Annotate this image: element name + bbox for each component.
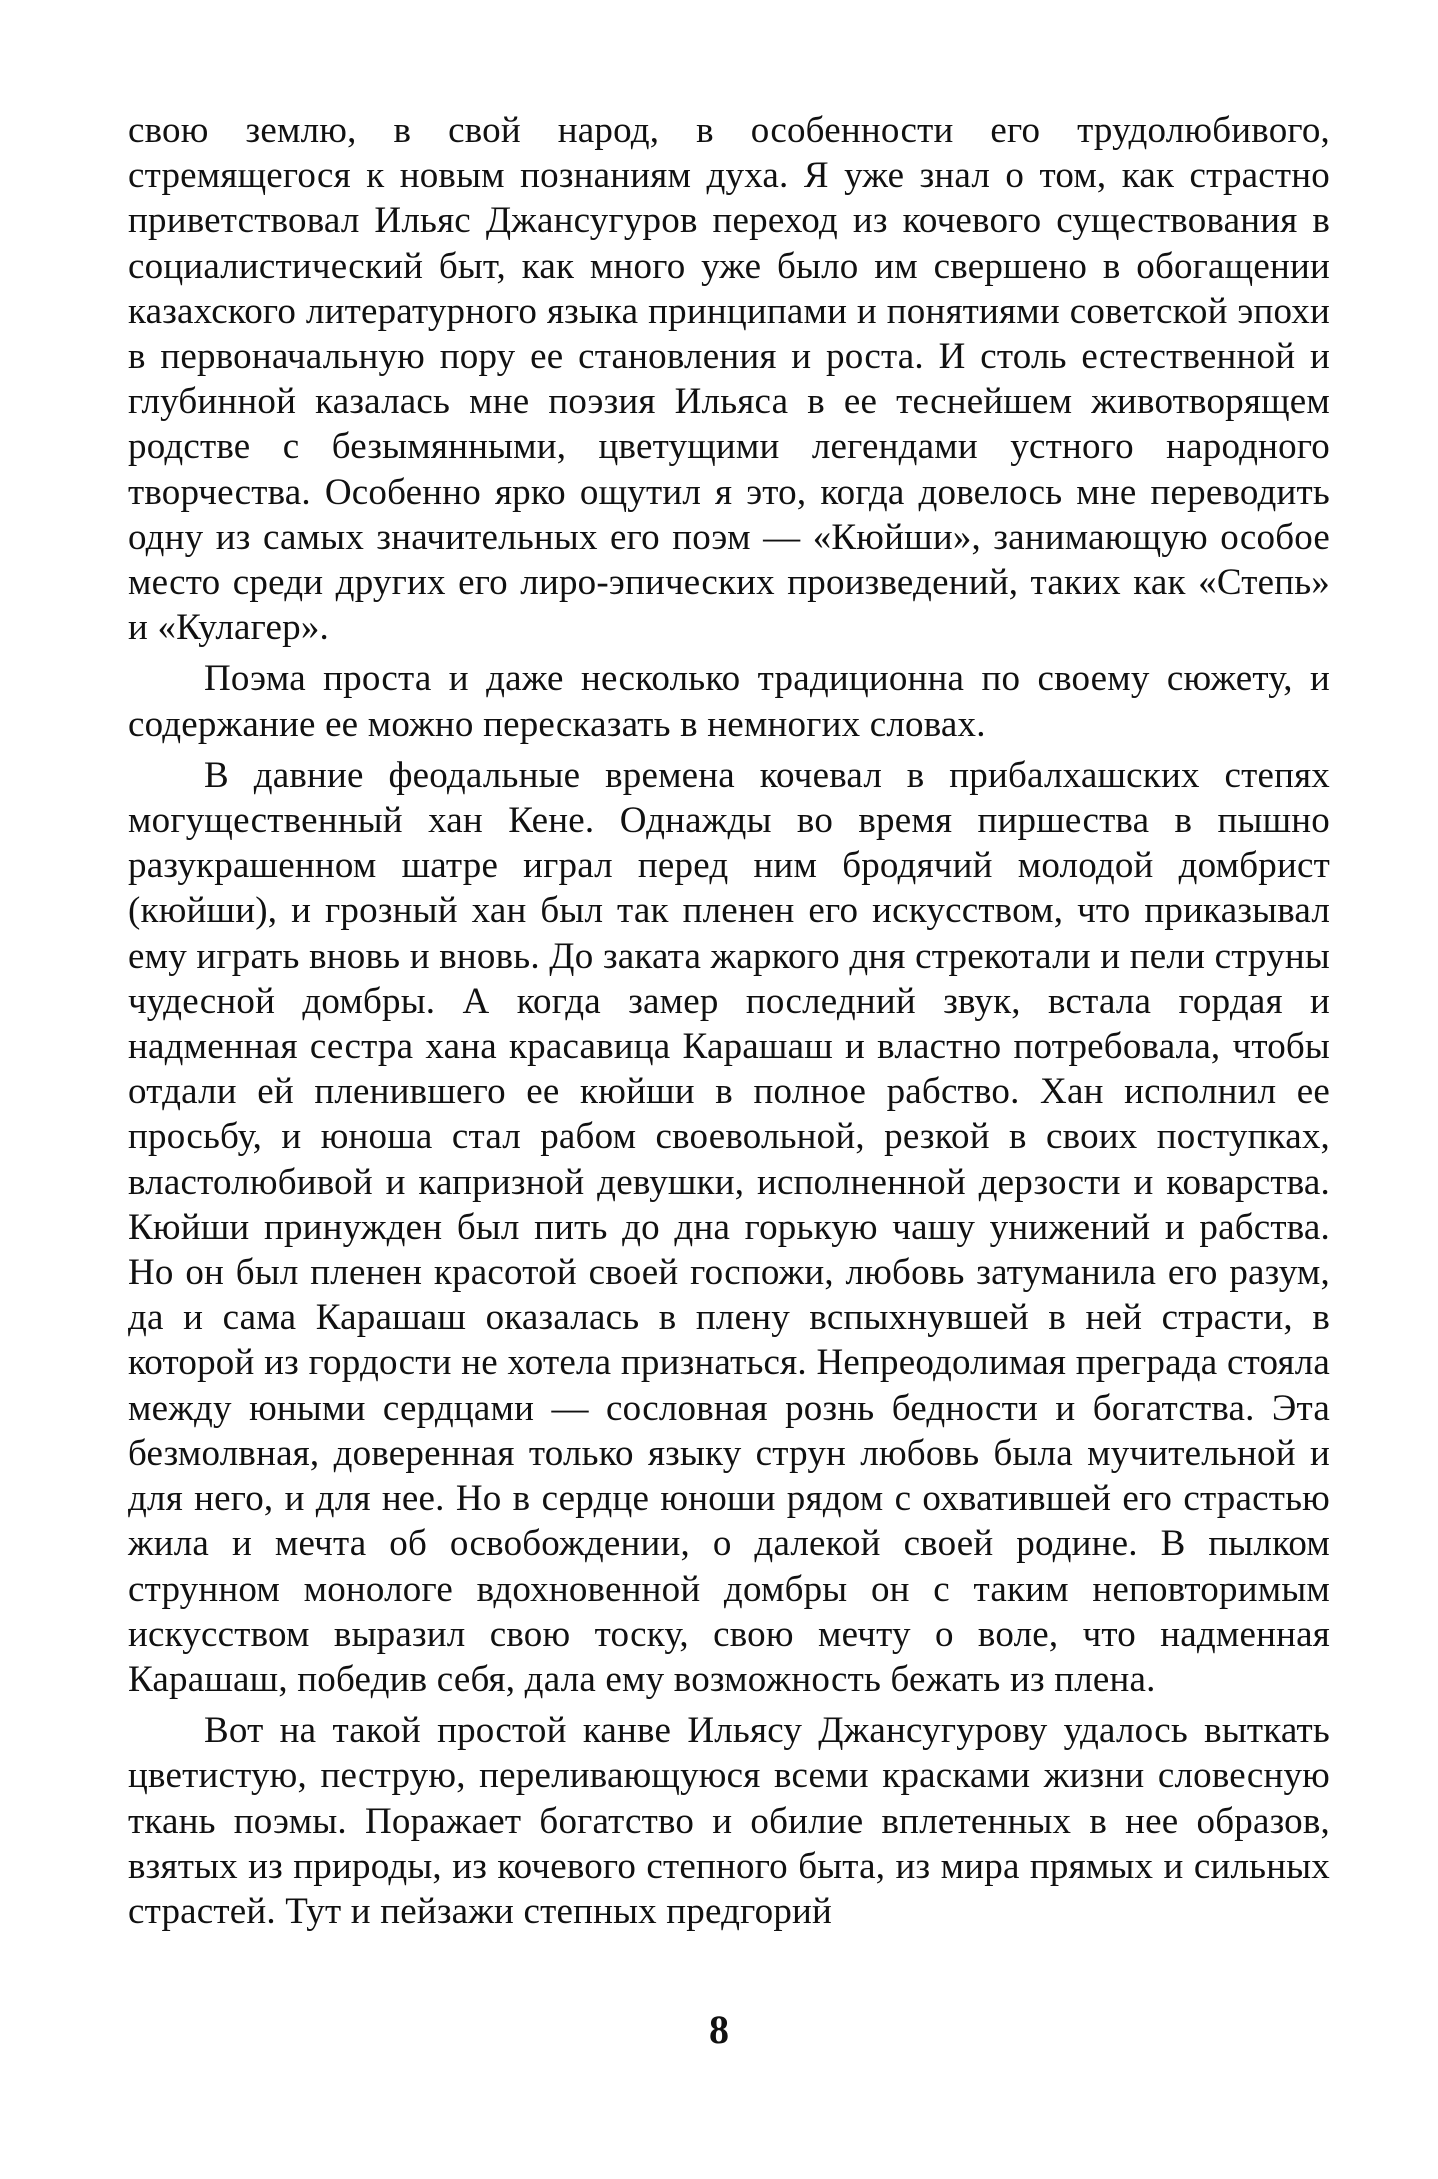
paragraph-continuation: свою землю, в свой народ, в особенности его трудолюбивого, стремящегося к новым познаниям духа. Я уже знал о том, как страстно приветствовал Ильяс Джансугуров переход из кочевого существования в социалистический быт, как много уже было им свершено в обогащении казахского литературного языка принципами и понятиями советской эпохи в первоначальную пору ее становления и роста. И столь естественной и глубинной казалась мне поэзия Ильяса в ее теснейшем животворящем родстве с безымянными, цветущими легендами устного народного творчества. Особенно ярко ощутил я это, когда довелось мне переводить одну из самых значительных его поэм — «Кюйши», занимающую особое место среди других его лиро-эпических произведений, таких как «Степь» и «Кулагер».	[128, 110, 1330, 649]
page-body	[128, 108, 1330, 2028]
paragraph-poem-imagery: Вот на такой простой канве Ильясу Джансугурову удалось выткать цветистую, пеструю, переливающуюся всеми красками жизни словесную ткань поэмы. Поражает богатство и обилие вплетенных в нее образов, взятых из природы, из кочевого степного быта, из мира прямых и сильных страстей. Тут и пейзажи степных предгорий	[128, 1710, 1330, 1932]
page-number: 8	[709, 2007, 729, 2052]
paragraph-plot-summary: В давние феодальные времена кочевал в прибалхашских степях могущественный хан Кене. Однажды во время пиршества в пышно разукрашенном шатре играл перед ним бродячий молодой домбрист (кюйши), и грозный хан был так пленен его искусством, что приказывал ему играть вновь и вновь. До заката жаркого дня стрекотали и пели струны чудесной домбры. А когда замер последний звук, встала гордая и надменная сестра хана красавица Карашаш и властно потребовала, чтобы отдали ей пленившего ее кюйши в полное рабство. Хан исполнил ее просьбу, и юноша стал рабом своевольной, резкой в своих поступках, властолюбивой и капризной девушки, исполненной дерзости и коварства. Кюйши принужден был пить до дна горькую чашу унижений и рабства. Но он был пленен красотой своей госпожи, любовь затуманила его разум, да и сама Карашаш оказалась в плену вспыхнувшей в ней страсти, в которой из гордости не хотела признаться. Непреодолимая преграда стояла между юными сердцами — сословная рознь бедности и богатства. Эта безмолвная, доверенная только языку струн любовь была мучительной и для него, и для нее. Но в сердце юноши рядом с охватившей его страстью жила и мечта об освобождении, о далекой своей родине. В пылком струнном монологе вдохновенной домбры он с таким неповторимым искусством выразил свою тоску, свою мечту о воле, что надменная Карашаш, победив себя, дала ему возможность бежать из плена.	[128, 754, 1330, 1700]
main-text	[128, 108, 1330, 1934]
paragraph-plot-intro: Поэма проста и даже несколько традиционна по своему сюжету, и содержание ее можно пересказать в немногих словах.	[128, 658, 1330, 745]
